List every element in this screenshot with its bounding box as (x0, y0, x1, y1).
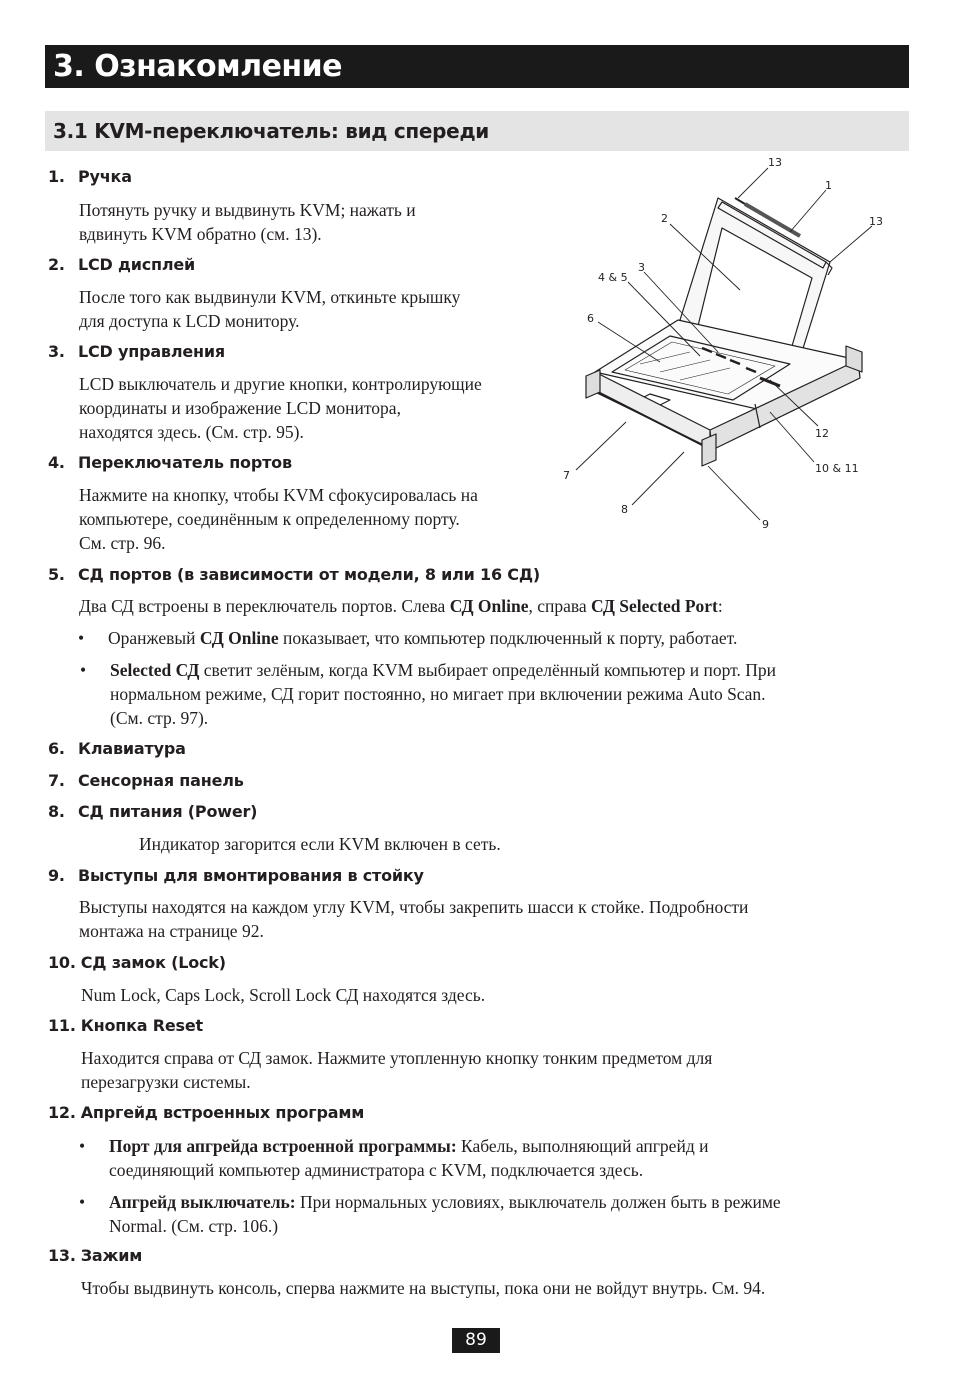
diagram-label-2: 2 (661, 212, 668, 225)
kvm-front-diagram (560, 150, 905, 540)
item-8-heading: 8. СД питания (Power) (48, 802, 258, 821)
diagram-label-13b: 13 (869, 215, 883, 228)
item-1-heading: 1. Ручка (48, 167, 132, 186)
diagram-label-4-5: 4 & 5 (598, 271, 628, 284)
item-12-bullet-1: • Порт для апгрейда встроенной программы: Кабель, выполняющий апгрейд и соединяющий компьютер администратора с KVM, подключается здесь. (79, 1136, 709, 1180)
item-5-heading: 5. СД портов (в зависимости от модели, 8 или 16 СД) (48, 565, 540, 584)
page-number: 89 (452, 1328, 500, 1353)
item-4-text: Нажмите на кнопку, чтобы KVM сфокусировалась на компьютере, соединённым к определенному порту. См. стр. 96. (79, 485, 478, 553)
item-12-bullet-2: • Апгрейд выключатель: При нормальных условиях, выключатель должен быть в режиме Normal. (См. стр. 106.) (79, 1192, 781, 1236)
diagram-label-13a: 13 (768, 156, 782, 169)
item-6-heading: 6. Клавиатура (48, 739, 186, 758)
diagram-label-1: 1 (825, 179, 832, 192)
item-2-text: После того как выдвинули KVM, откиньте крышку для доступа к LCD монитору. (79, 287, 461, 331)
item-1-text: Потянуть ручку и выдвинуть KVM; нажать и вдвинуть KVM обратно (см. 13). (79, 200, 416, 244)
diagram-label-3: 3 (638, 261, 645, 274)
item-7-heading: 7. Сенсорная панель (48, 771, 244, 790)
diagram-label-7: 7 (563, 469, 570, 482)
diagram-label-12: 12 (815, 427, 829, 440)
chapter-header (45, 45, 909, 88)
section-title: 3.1 KVM-переключатель: вид спереди (53, 119, 490, 143)
item-5-bullet-1: • Оранжевый СД Online показывает, что компьютер подключенный к порту, работает. (78, 628, 738, 648)
item-5-intro: Два СД встроены в переключатель портов. Слева СД Online, справа СД Selected Port: (79, 596, 723, 616)
item-13-heading: 13. Зажим (48, 1246, 143, 1265)
item-11-text: Находится справа от СД замок. Нажмите утопленную кнопку тонким предметом для перезагрузки системы. (81, 1048, 713, 1092)
item-8-text: Индикатор загорится если KVM включен в сеть. (139, 834, 501, 854)
item-5-bullet-2: • Selected СД светит зелёным, когда KVM выбирает определённый компьютер и порт. При нормальном режиме, СД горит постоянно, но мигает при включении режима Auto Scan. (См. стр. 97). (80, 660, 777, 728)
item-9-heading: 9. Выступы для вмонтирования в стойку (48, 866, 424, 885)
diagram-label-8: 8 (621, 503, 628, 516)
item-4-heading: 4. Переключатель портов (48, 453, 292, 472)
item-2-heading: 2. LCD дисплей (48, 255, 196, 274)
item-10-text: Num Lock, Caps Lock, Scroll Lock СД находятся здесь. (81, 985, 486, 1005)
item-13-text: Чтобы выдвинуть консоль, сперва нажмите на выступы, пока они не войдут внутрь. См. 94. (81, 1278, 766, 1298)
item-10-heading: 10. СД замок (Lock) (48, 953, 226, 972)
chapter-title: 3. Ознакомление (53, 49, 343, 84)
item-12-heading: 12. Апргейд встроенных программ (48, 1103, 365, 1122)
item-3-heading: 3. LCD управления (48, 342, 225, 361)
diagram-label-10-11: 10 & 11 (815, 462, 859, 475)
item-3-text: LCD выключатель и другие кнопки, контролирующие координаты и изображение LCD монитора, находятся здесь. (См. стр. 95). (79, 374, 482, 442)
item-11-heading: 11. Кнопка Reset (48, 1016, 203, 1035)
section-header (45, 111, 909, 151)
item-9-text: Выступы находятся на каждом углу KVM, чтобы закрепить шасси к стойке. Подробности монтажа на странице 92. (79, 897, 749, 941)
diagram-label-9: 9 (762, 518, 769, 531)
diagram-label-6: 6 (587, 312, 594, 325)
